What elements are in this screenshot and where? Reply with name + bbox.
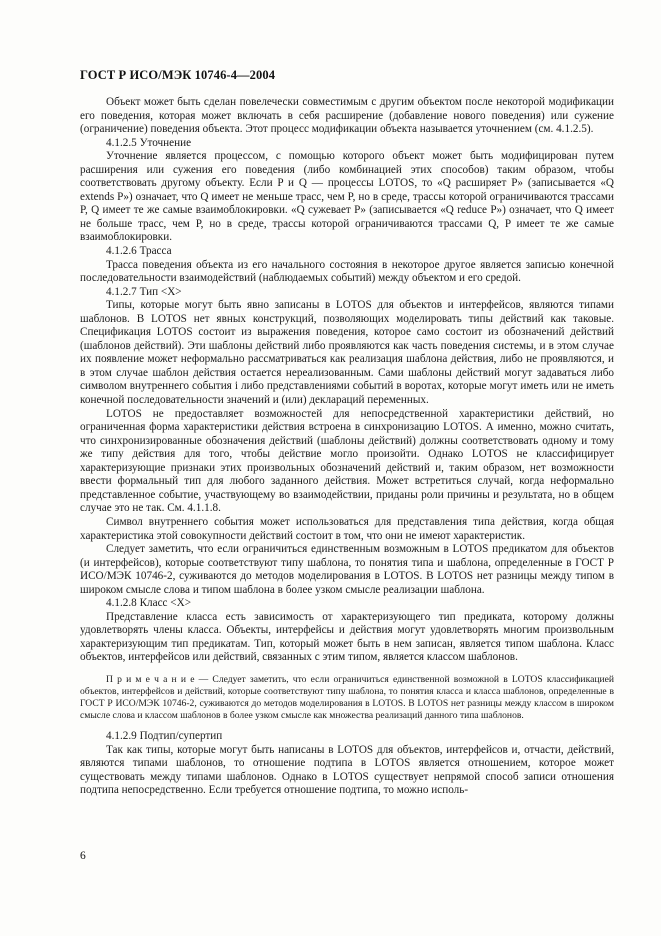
document-body [80, 96, 614, 798]
section-heading: 4.1.2.8 Класс <X> [106, 597, 191, 610]
paragraph: Трасса поведения объекта из его начального состояния в некоторое другое является записью конечной последовательности взаимодействий (наблюдаемых событий) между объектом и его средой. [80, 258, 614, 285]
document-header: ГОСТ Р ИСО/МЭК 10746-4—2004 [80, 68, 276, 82]
section-heading: 4.1.2.9 Подтип/супертип [106, 729, 223, 742]
section-heading: 4.1.2.5 Уточнение [106, 136, 192, 149]
paragraph: Символ внутреннего события может использоваться для представления типа действия, когда общая характеристика этой совокупности действий состоит в том, что они не имеют характеристик. [80, 515, 614, 542]
note-paragraph: П р и м е ч а н и е — Следует заметить, что если ограничиться единственной возможной в LOTOS классификацией объектов, интерфейсов и действий, которые соответствуют типу шаблона, то понятия класса и класса шаблонов, определенные в ГОСТ Р ИСО/МЭК 10746-2, суживаются до методов моделирования в LOTOS. В LOTOS нет разницы между классом в широком смысле слова и классом шаблонов в более узком смысле как множества реализаций данного типа шаблонов. [80, 673, 614, 721]
paragraph: Представление класса есть зависимость от характеризующего тип предиката, которому должны удовлетворять члены класса. Объекты, интерфейсы и действия могут удовлетворять многим произвольным характеризующим тип предикатам. Тип, который может быть в нем записан, является типом шаблона. Класс объектов, интерфейсов или действий, связанных с этим типом, является классом шаблонов. [80, 610, 614, 664]
paragraph: Следует заметить, что если ограничиться единственным возможным в LOTOS предикатом для объектов (и интерфейсов), которые соответствуют типу шаблона, то понятия типа и шаблона, определенные в ГОСТ Р ИСО/МЭК 10746-2, суживаются до методов моделирования в LOTOS. В LOTOS нет разницы между типом в широком смысле слова и типом шаблона в более узком смысле реализации шаблона. [80, 543, 614, 596]
section-heading: 4.1.2.7 Тип <X> [106, 285, 182, 298]
paragraph: Типы, которые могут быть явно записаны в LOTOS для объектов и интерфейсов, являются типами шаблонов. В LOTOS нет явных конструкций, позволяющих моделировать типы действий как таковые. Спецификация LOTOS состоит из выражения поведения, которое само состоит из обозначений действий (шаблонов действий). Эти шаблоны действий либо проявляются как часть поведения системы, и в этом случае их появление может неформально рассматриваться как реализация шаблона действия, либо не проявляются, и в этом случае шаблон действия остается нереализованным. Сами шаблоны действий могут задаваться либо символом внутреннего события i либо представлениями событий в воротах, которые могут иметь или не иметь конечной последовательности значений и (или) деклараций переменных. [80, 299, 614, 407]
page-number: 6 [80, 850, 86, 862]
paragraph: Объект может быть сделан повелечески совместимым с другим объектом после некоторой модификации его поведения, которая может включать в себя расширение (добавление нового поведения) или сужение (ограничение) поведения объекта. Этот процесс модификации объекта называется уточнением (см. 4.1.2.5). [80, 96, 614, 136]
paragraph: Уточнение является процессом, с помощью которого объект может быть модифицирован путем расширения или сужения его поведения (либо комбинацией этих способов) таким образом, чтобы соответствовать другому объекту. Если P и Q — процессы LOTOS, то «Q расширяет P» (записывается «Q extends P») означает, что Q имеет не меньше трасс, чем P, но в среде, трассы которой ограничиваются трассами P, Q имеет те же самые взаимоблокировки. «Q сужевает P» (записывается «Q reduce P») означает, что Q имеет не больше трасс, чем P, но в среде, трассы которой ограничиваются трассами Q, P имеет те же самые взаимоблокировки. [80, 150, 614, 244]
section-heading: 4.1.2.6 Трасса [106, 245, 172, 258]
paragraph: Так как типы, которые могут быть написаны в LOTOS для объектов, интерфейсов и, отчасти, действий, являются типами шаблонов, то отношение подтипа в LOTOS является отношением, которое может существовать между типами шаблонов. Однако в LOTOS существует непрямой способ записи отношения подтипа непосредственно. Если требуется отношение подтипа, то можно исполь- [80, 743, 614, 797]
paragraph: LOTOS не предоставляет возможностей для непосредственной характеристики действий, но ограниченная форма характеристики действия встроена в синхронизацию LOTOS. А именно, можно считать, что синхронизированные обозначения действий (шаблоны действий) должны соответствовать одному и тому же типу действия для того, чтобы действие могло произойти. Однако LOTOS не классифицирует характеризующие признаки этих произвольных обозначений действий и, таким образом, нет возможности ввести формальный тип для любого заданного действия. Может встретиться случай, когда неформально представленное событие, участвующему во взаимодействии, приданы роли причины и результата, но в общем случае это не так. См. 4.1.1.8. [80, 407, 614, 515]
